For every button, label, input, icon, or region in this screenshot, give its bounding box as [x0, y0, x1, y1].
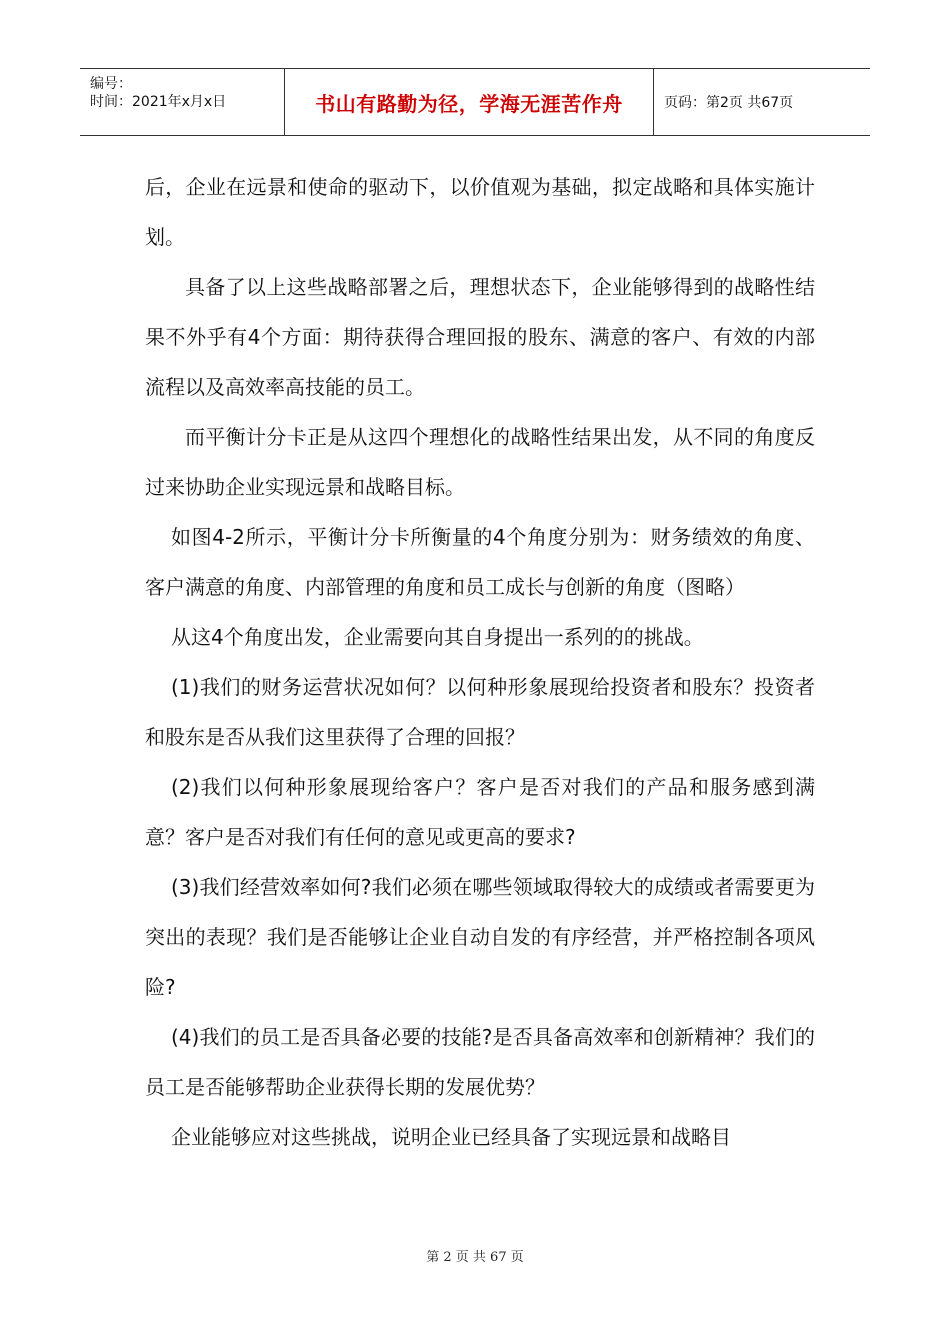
paragraph: 后，企业在远景和使命的驱动下，以价值观为基础，拟定战略和具体实施计划。	[145, 175, 815, 249]
question-paragraph: (3)我们经营效率如何?我们必须在哪些领域取得较大的成绩或者需要更为突出的表现？我们是否能够让企业自动自发的有序经营，并严格控制各项风险?	[145, 875, 815, 999]
header-left-cell	[80, 69, 284, 135]
time-label: 时间：2021年x月x日	[90, 94, 227, 110]
document-header	[80, 68, 870, 136]
page-footer: 第 2 页 共 67 页	[426, 1250, 524, 1265]
document-body	[145, 162, 815, 1162]
header-page-cell	[654, 69, 870, 135]
header-motto-cell	[284, 69, 654, 135]
motto-text: 书山有路勤为径，学海无涯苦作舟	[315, 91, 623, 116]
paragraph: 而平衡计分卡正是从这四个理想化的战略性结果出发，从不同的角度反过来协助企业实现远景和战略目标。	[145, 425, 815, 499]
number-label: 编号：	[90, 76, 132, 92]
paragraph: 企业能够应对这些挑战，说明企业已经具备了实现远景和战略目	[171, 1125, 731, 1149]
paragraph: 具备了以上这些战略部署之后，理想状态下，企业能够得到的战略性结果不外乎有4个方面：期待获得合理回报的股东、满意的客户、有效的内部流程以及高效率高技能的员工。	[145, 275, 815, 399]
question-paragraph: (1)我们的财务运营状况如何？以何种形象展现给投资者和股东？投资者和股东是否从我们这里获得了合理的回报？	[145, 675, 815, 749]
paragraph: 如图4-2所示，平衡计分卡所衡量的4个角度分别为：财务绩效的角度、客户满意的角度、内部管理的角度和员工成长与创新的角度（图略）	[145, 525, 815, 599]
header-page-info: 页码：第2页 共67页	[664, 95, 794, 111]
question-paragraph: (4)我们的员工是否具备必要的技能?是否具备高效率和创新精神？我们的员工是否能够帮助企业获得长期的发展优势？	[145, 1025, 815, 1099]
paragraph: 从这4个角度出发，企业需要向其自身提出一系列的的挑战。	[171, 625, 704, 649]
question-paragraph: (2)我们以何种形象展现给客户？客户是否对我们的产品和服务感到满意？客户是否对我们有任何的意见或更高的要求?	[145, 775, 815, 849]
